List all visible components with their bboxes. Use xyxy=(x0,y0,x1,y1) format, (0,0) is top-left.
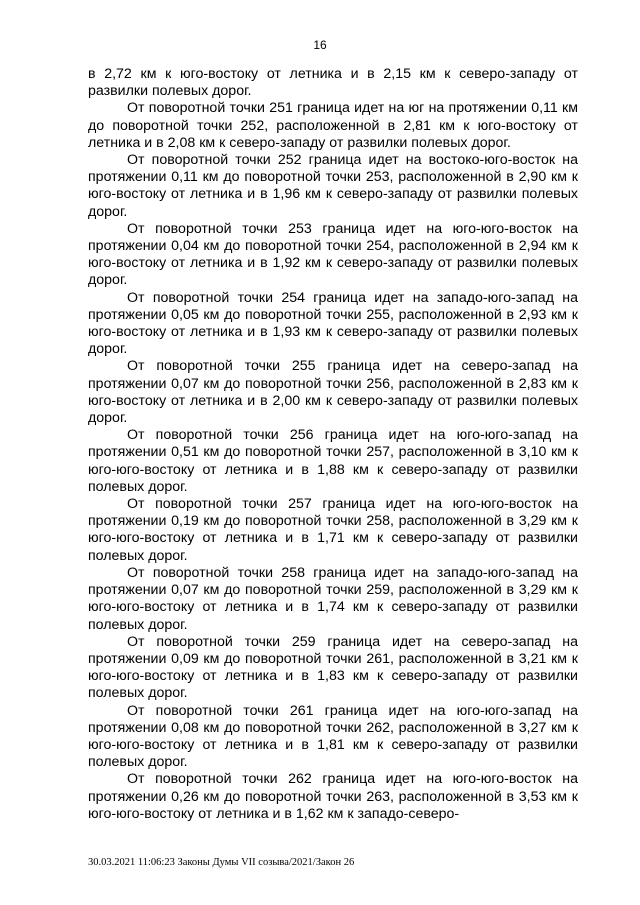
paragraph-point-258: От поворотной точки 258 граница идет на западо-юго-запад на протяжении 0,07 км до поворотной точки 259, расположенной в 3,29 км к юго-юго-востоку от летника и в 1,74 км к северо-западу от развилки полевых дорог. xyxy=(88,564,578,633)
paragraph-point-257: От поворотной точки 257 граница идет на юго-юго-восток на протяжении 0,19 км до поворотной точки 258, расположенной в 3,29 км к юго-юго-востоку от летника и в 1,71 км к северо-западу от развилки полевых дорог. xyxy=(88,496,578,564)
paragraph-point-256: От поворотной точки 256 граница идет на юго-юго-запад на протяжении 0,51 км до поворотной точки 257, расположенной в 3,10 км к юго-юго-востоку от летника и в 1,88 км к северо-западу от развилки полевых дорог. xyxy=(88,427,578,495)
paragraph-point-254: От поворотной точки 254 граница идет на западо-юго-запад на протяжении 0,05 км до поворотной точки 255, расположенной в 2,93 км к юго-востоку от летника и в 1,93 км к северо-западу от развилки полевых дорог. xyxy=(88,289,578,358)
paragraph-point-255: От поворотной точки 255 граница идет на северо-запад на протяжении 0,07 км до поворотной точки 256, расположенной в 2,83 км к юго-востоку от летника и в 2,00 км к северо-западу от развилки полевых дорог. xyxy=(88,358,578,427)
footer-stamp: 30.03.2021 11:06:23 Законы Думы VII созыва/2021/Закон 26 xyxy=(88,857,355,868)
page-number: 16 xyxy=(313,38,327,52)
paragraph-point-262: От поворотной точки 262 граница идет на юго-юго-восток на протяжении 0,26 км до поворотной точки 263, расположенной в 3,53 км к юго-юго-востоку от летника и в 1,62 км к западо-северо- xyxy=(88,771,578,822)
document-body xyxy=(88,66,578,823)
paragraph-point-253: От поворотной точки 253 граница идет на юго-юго-восток на протяжении 0,04 км до поворотной точки 254, расположенной в 2,94 км к юго-востоку от летника и в 1,92 км к северо-западу от развилки полевых дорог. xyxy=(88,220,578,289)
paragraph-continuation: в 2,72 км к юго-востоку от летника и в 2,15 км к северо-западу от развилки полевых дорог. xyxy=(88,66,578,100)
paragraph-point-251: От поворотной точки 251 граница идет на юг на протяжении 0,11 км до поворотной точки 252, расположенной в 2,81 км к юго-востоку от летника и в 2,08 км к северо-западу от развилки полевых дорог. xyxy=(88,100,578,151)
paragraph-point-259: От поворотной точки 259 граница идет на северо-запад на протяжении 0,09 км до поворотной точки 261, расположенной в 3,21 км к юго-юго-востоку от летника и в 1,83 км к северо-западу от развилки полевых дорог. xyxy=(88,633,578,702)
paragraph-point-252: От поворотной точки 252 граница идет на востоко-юго-восток на протяжении 0,11 км до поворотной точки 253, расположенной в 2,90 км к юго-востоку от летника и в 1,96 км к северо-западу от развилки полевых дорог. xyxy=(88,152,578,220)
paragraph-point-261: От поворотной точки 261 граница идет на юго-юго-запад на протяжении 0,08 км до поворотной точки 262, расположенной в 3,27 км к юго-юго-востоку от летника и в 1,81 км к северо-западу от развилки полевых дорог. xyxy=(88,702,578,771)
